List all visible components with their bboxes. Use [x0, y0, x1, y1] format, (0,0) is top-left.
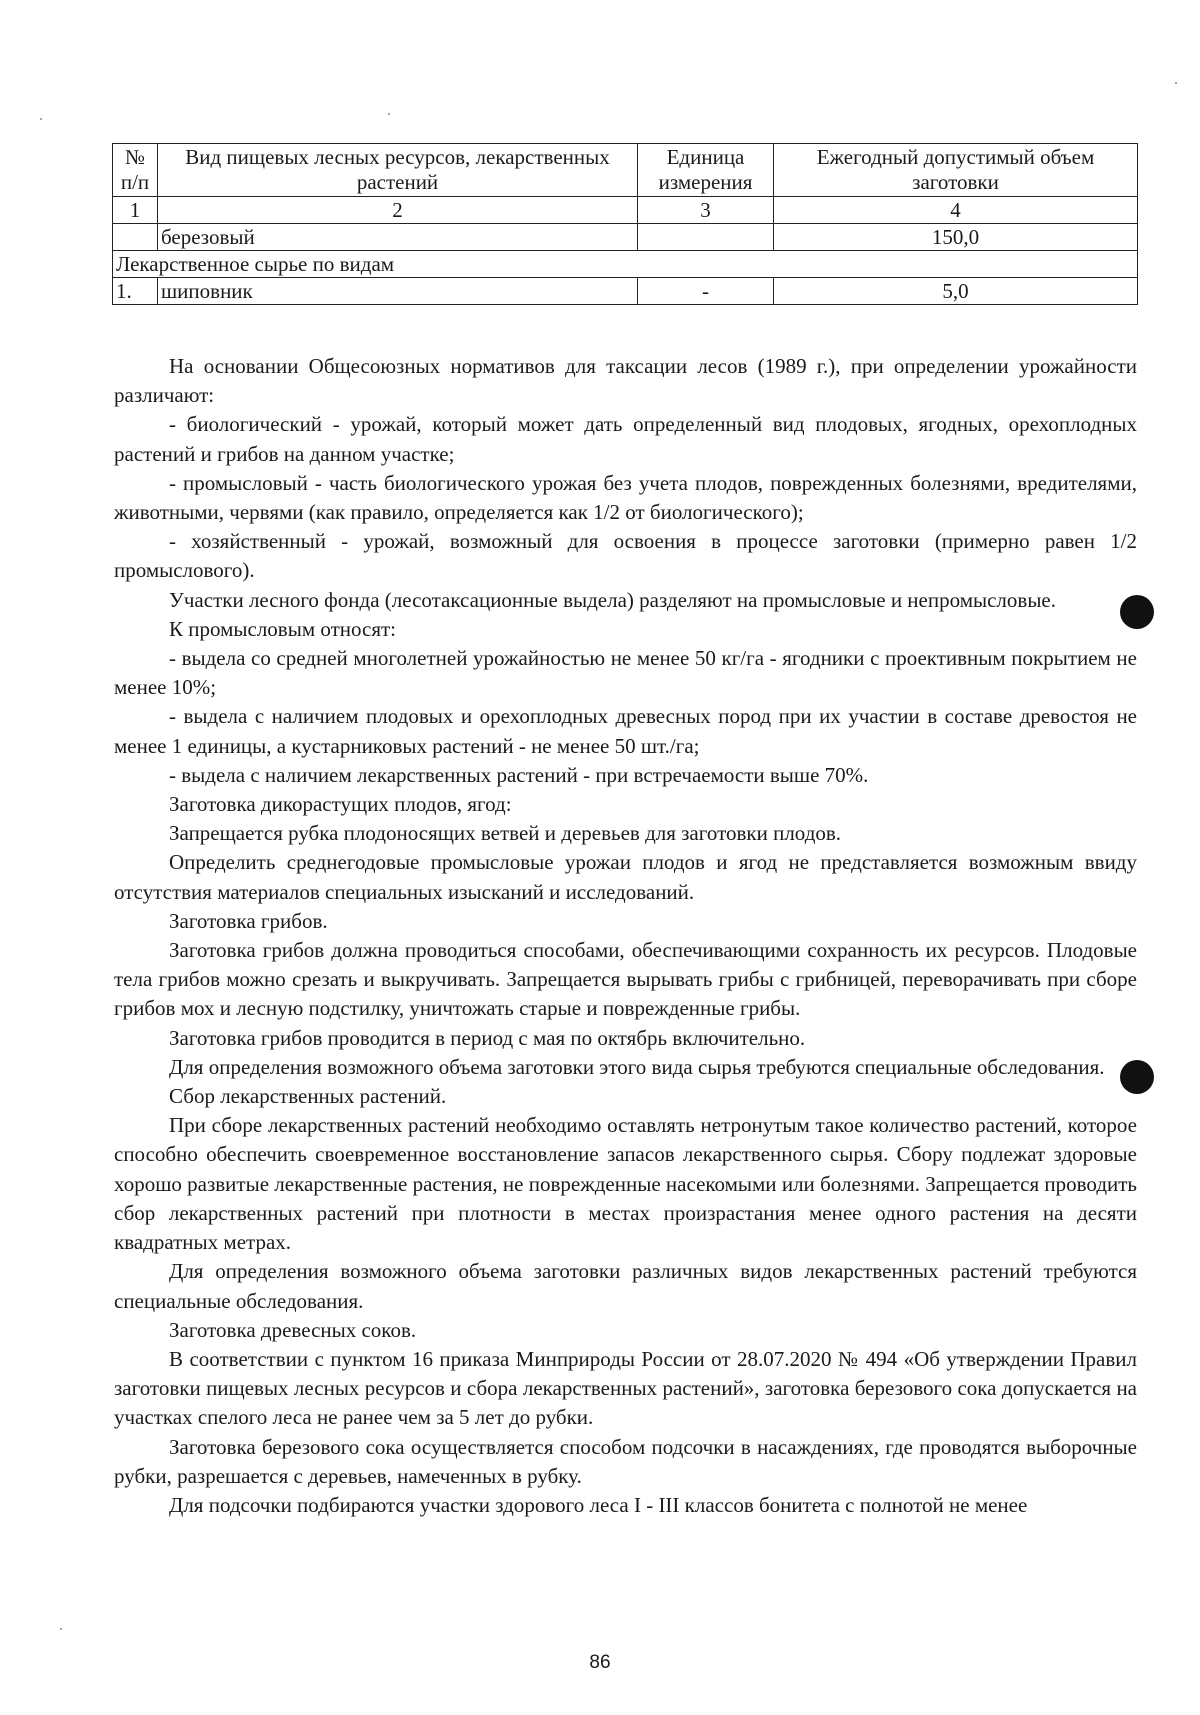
- paragraph: - выдела со средней многолетней урожайностью не менее 50 кг/га - ягодники с проективным покрытием не менее 10%;: [114, 646, 1137, 700]
- scan-speck: [40, 118, 42, 120]
- table-cell: 1: [113, 197, 158, 224]
- paragraph: - выдела с наличием лекарственных растений - при встречаемости выше 70%.: [169, 762, 869, 787]
- resources-table: [112, 143, 1138, 305]
- table-cell: шиповник: [158, 278, 638, 305]
- table-header-row: [113, 144, 1138, 197]
- header-number: № п/п: [113, 144, 158, 197]
- paragraph: Запрещается рубка плодоносящих ветвей и деревьев для заготовки плодов.: [169, 821, 842, 846]
- table-row-section: [113, 251, 1138, 278]
- table-cell: -: [638, 278, 774, 305]
- header-annual-volume: Ежегодный допустимый объем заготовки: [774, 144, 1138, 197]
- paragraph: Сбор лекарственных растений.: [169, 1084, 447, 1109]
- table-row-rosehip: [113, 278, 1138, 305]
- header-resource-type: Вид пищевых лесных ресурсов, лекарственных растений: [158, 144, 638, 197]
- table-cell: [113, 224, 158, 251]
- table-cell: [638, 224, 774, 251]
- paragraph: В соответствии с пунктом 16 приказа Минприроды России от 28.07.2020 № 494 «Об утверждении Правил заготовки пищевых лесных ресурсов и сбора лекарственных растений», заготовка березового сока допускается на участках спелого леса не ранее чем за 5 лет до рубки.: [114, 1346, 1137, 1430]
- paragraph: Для определения возможного объема заготовки различных видов лекарственных растений требуются специальные обследования.: [114, 1259, 1137, 1313]
- paragraph: К промысловым относят:: [169, 616, 397, 641]
- paragraph: Определить среднегодовые промысловые урожаи плодов и ягод не представляется возможным ввиду отсутствия материалов специальных изысканий и исследований.: [114, 850, 1137, 904]
- paragraph: Заготовка грибов должна проводиться способами, обеспечивающими сохранность их ресурсов. Плодовые тела грибов можно срезать и выкручивать. Запрещается вырывать грибы с грибницей, переворачивать при сборе грибов мох и лесную подстилку, уничтожать старые и поврежденные грибы.: [114, 938, 1137, 1021]
- table-cell: 2: [158, 197, 638, 224]
- table-row-column-numbers: [113, 197, 1138, 224]
- table-cell: 1.: [113, 278, 158, 305]
- paragraph: Для определения возможного объема заготовки этого вида сырья требуются специальные обследования.: [169, 1054, 1105, 1079]
- body-text: [114, 352, 1137, 1520]
- punch-hole-mark: [1120, 1060, 1154, 1094]
- table-cell: 150,0: [774, 224, 1138, 251]
- table-cell: 5,0: [774, 278, 1138, 305]
- paragraph: Заготовка дикорастущих плодов, ягод:: [169, 792, 512, 817]
- paragraph: Заготовка грибов.: [169, 908, 328, 933]
- paragraph: При сборе лекарственных растений необходимо оставлять нетронутым такое количество растений, которое способно обеспечить своевременное восстановление запасов лекарственного сырья. Сбору подлежат здоровые хорошо развитые лекарственные растения, не поврежденные насекомыми или болезнями. Запрещается проводить сбор лекарственных растений при плотности в местах произрастания менее одного растения на десяти квадратных метрах.: [114, 1113, 1137, 1255]
- paragraph: - хозяйственный - урожай, возможный для освоения в процессе заготовки (примерно равен 1/2 промыслового).: [114, 529, 1137, 583]
- header-unit: Единица измерения: [638, 144, 774, 197]
- table-section-title: Лекарственное сырье по видам: [113, 251, 1138, 278]
- scan-speck: [1175, 82, 1177, 84]
- paragraph: - промысловый - часть биологического урожая без учета плодов, поврежденных болезнями, вредителями, животными, червями (как правило, определяется как 1/2 от биологического);: [114, 470, 1137, 525]
- table-row-birch: [113, 224, 1138, 251]
- paragraph: Участки лесного фонда (лесотаксационные выдела) разделяют на промысловые и непромысловые.: [169, 587, 1057, 612]
- table-cell: 4: [774, 197, 1138, 224]
- table-cell: 3: [638, 197, 774, 224]
- paragraph: - биологический - урожай, который может дать определенный вид плодовых, ягодных, орехоплодных растений и грибов на данном участке;: [114, 412, 1137, 466]
- scan-speck: [60, 1628, 62, 1630]
- scan-speck: [388, 113, 390, 115]
- paragraph: Заготовка древесных соков.: [169, 1317, 417, 1342]
- paragraph: На основании Общесоюзных нормативов для таксации лесов (1989 г.), при определении урожайности различают:: [114, 354, 1137, 408]
- paragraph: Заготовка грибов проводится в период с мая по октябрь включительно.: [169, 1025, 806, 1050]
- paragraph: - выдела с наличием плодовых и орехоплодных древесных пород при их участии в составе древостоя не менее 1 единицы, а кустарниковых растений - не менее 50 шт./га;: [114, 704, 1137, 758]
- table-cell: березовый: [158, 224, 638, 251]
- punch-hole-mark: [1120, 595, 1154, 629]
- paragraph: Заготовка березового сока осуществляется способом подсочки в насаждениях, где проводятся выборочные рубки, разрешается с деревьев, намеченных в рубку.: [114, 1434, 1137, 1488]
- paragraph: Для подсочки подбираются участки здорового леса I - III классов бонитета с полнотой не менее: [169, 1492, 1028, 1517]
- page-number: 86: [589, 1652, 611, 1673]
